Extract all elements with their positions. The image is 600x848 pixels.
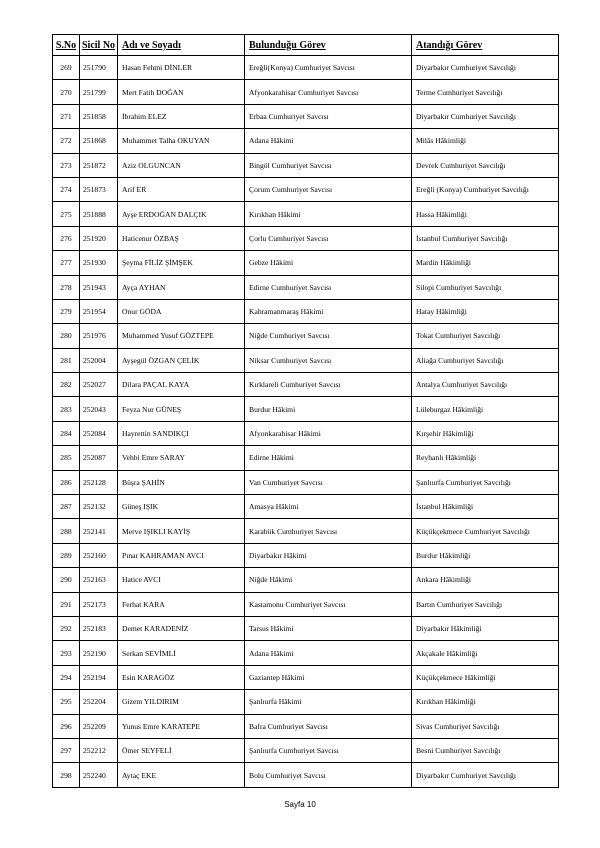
cell-assigned-position: Besni Cumhuriyet Savcılığı bbox=[412, 738, 559, 762]
cell-sno: 286 bbox=[53, 470, 80, 494]
cell-sicil-no: 252141 bbox=[80, 519, 118, 543]
table-row bbox=[53, 470, 559, 494]
table-row bbox=[53, 568, 559, 592]
cell-name: Gizem YILDIRIM bbox=[118, 690, 245, 714]
table-row bbox=[53, 275, 559, 299]
cell-sicil-no: 252043 bbox=[80, 397, 118, 421]
cell-assigned-position: İstanbul Cumhuriyet Savcılığı bbox=[412, 226, 559, 250]
cell-assigned-position: Hassa Hâkimliği bbox=[412, 202, 559, 226]
cell-sno: 284 bbox=[53, 421, 80, 445]
cell-sicil-no: 252128 bbox=[80, 470, 118, 494]
cell-current-position: Adana Hâkimi bbox=[245, 129, 412, 153]
table-row bbox=[53, 592, 559, 616]
table-row bbox=[53, 519, 559, 543]
header-assigned-position: Atandığı Görev bbox=[412, 35, 559, 56]
cell-sicil-no: 252160 bbox=[80, 543, 118, 567]
cell-sno: 274 bbox=[53, 177, 80, 201]
cell-sno: 296 bbox=[53, 714, 80, 738]
cell-sicil-no: 252183 bbox=[80, 616, 118, 640]
cell-current-position: Gebze Hâkimi bbox=[245, 251, 412, 275]
cell-assigned-position: Milâs Hâkimliği bbox=[412, 129, 559, 153]
cell-sno: 292 bbox=[53, 616, 80, 640]
cell-name: Ferhat KARA bbox=[118, 592, 245, 616]
table-row bbox=[53, 56, 559, 80]
cell-assigned-position: Ankara Hâkimliği bbox=[412, 568, 559, 592]
cell-name: Ayşe ERDOĞAN DALÇIK bbox=[118, 202, 245, 226]
table-row bbox=[53, 738, 559, 762]
cell-name: Şeyma FİLİZ ŞİMŞEK bbox=[118, 251, 245, 275]
header-name: Adı ve Soyadı bbox=[118, 35, 245, 56]
cell-sno: 276 bbox=[53, 226, 80, 250]
cell-current-position: Tarsus Hâkimi bbox=[245, 616, 412, 640]
table-row bbox=[53, 690, 559, 714]
cell-name: Büşra ŞAHİN bbox=[118, 470, 245, 494]
cell-name: Aytaç EKE bbox=[118, 763, 245, 787]
table-row bbox=[53, 665, 559, 689]
cell-sicil-no: 251868 bbox=[80, 129, 118, 153]
cell-current-position: Bingöl Cumhuriyet Savcısı bbox=[245, 153, 412, 177]
table-row bbox=[53, 543, 559, 567]
cell-current-position: Bolu Cumhuriyet Savcısı bbox=[245, 763, 412, 787]
table-row bbox=[53, 421, 559, 445]
cell-name: Serkan SEVİMLİ bbox=[118, 641, 245, 665]
cell-assigned-position: İstanbul Hâkimliği bbox=[412, 495, 559, 519]
cell-sno: 298 bbox=[53, 763, 80, 787]
cell-sno: 288 bbox=[53, 519, 80, 543]
cell-sicil-no: 251858 bbox=[80, 104, 118, 128]
cell-current-position: Karabük Cumhuriyet Savcısı bbox=[245, 519, 412, 543]
cell-assigned-position: Küçükçekmece Hâkimliği bbox=[412, 665, 559, 689]
cell-sicil-no: 252027 bbox=[80, 373, 118, 397]
cell-assigned-position: Kırıkhan Hâkimliği bbox=[412, 690, 559, 714]
table-row bbox=[53, 80, 559, 104]
table-row bbox=[53, 446, 559, 470]
cell-sno: 295 bbox=[53, 690, 80, 714]
cell-name: Hatice AVCI bbox=[118, 568, 245, 592]
table-row bbox=[53, 299, 559, 323]
cell-sicil-no: 251790 bbox=[80, 56, 118, 80]
cell-name: Esin KARAGÖZ bbox=[118, 665, 245, 689]
cell-sicil-no: 252190 bbox=[80, 641, 118, 665]
cell-current-position: Erbaa Cumhuriyet Savcısı bbox=[245, 104, 412, 128]
cell-current-position: Niksar Cumhuriyet Savcısı bbox=[245, 348, 412, 372]
cell-sicil-no: 252212 bbox=[80, 738, 118, 762]
cell-assigned-position: Tokat Cumhuriyet Savcılığı bbox=[412, 324, 559, 348]
cell-current-position: Çorum Cumhuriyet Savcısı bbox=[245, 177, 412, 201]
cell-assigned-position: Bartın Cumhuriyet Savcılığı bbox=[412, 592, 559, 616]
cell-assigned-position: Küçükçekmece Cumhuriyet Savcılığı bbox=[412, 519, 559, 543]
cell-name: Vehbi Emre SARAY bbox=[118, 446, 245, 470]
cell-assigned-position: Sivas Cumhuriyet Savcılığı bbox=[412, 714, 559, 738]
cell-sicil-no: 251799 bbox=[80, 80, 118, 104]
cell-sicil-no: 252163 bbox=[80, 568, 118, 592]
cell-name: Haticenur ÖZBAŞ bbox=[118, 226, 245, 250]
cell-name: Mert Fatih DOĞAN bbox=[118, 80, 245, 104]
cell-sno: 291 bbox=[53, 592, 80, 616]
cell-current-position: Şanlıurfa Hâkimi bbox=[245, 690, 412, 714]
cell-current-position: Adana Hâkimi bbox=[245, 641, 412, 665]
cell-name: Yunus Emre KARATEPE bbox=[118, 714, 245, 738]
cell-assigned-position: Antalya Cumhuriyet Savcılığı bbox=[412, 373, 559, 397]
cell-name: Hayrettin SANDIKÇI bbox=[118, 421, 245, 445]
appointment-table bbox=[52, 34, 559, 788]
table-row bbox=[53, 177, 559, 201]
table-body bbox=[53, 56, 559, 788]
cell-sicil-no: 251888 bbox=[80, 202, 118, 226]
cell-current-position: Çorlu Cumhuriyet Savcısı bbox=[245, 226, 412, 250]
cell-name: Muhammed Yusuf GÖZTEPE bbox=[118, 324, 245, 348]
cell-sno: 278 bbox=[53, 275, 80, 299]
table-row bbox=[53, 348, 559, 372]
header-row bbox=[53, 35, 559, 56]
cell-sno: 270 bbox=[53, 80, 80, 104]
cell-name: Güneş IŞIK bbox=[118, 495, 245, 519]
cell-current-position: Afyonkarahisar Cumhuriyet Savcısı bbox=[245, 80, 412, 104]
cell-sicil-no: 252173 bbox=[80, 592, 118, 616]
cell-current-position: Edirne Cumhuriyet Savcısı bbox=[245, 275, 412, 299]
cell-sno: 282 bbox=[53, 373, 80, 397]
cell-current-position: Kastamonu Cumhuriyet Savcısı bbox=[245, 592, 412, 616]
cell-sno: 294 bbox=[53, 665, 80, 689]
table-header bbox=[53, 35, 559, 56]
cell-sno: 271 bbox=[53, 104, 80, 128]
cell-assigned-position: Burdur Hâkimliği bbox=[412, 543, 559, 567]
cell-sicil-no: 251976 bbox=[80, 324, 118, 348]
header-sicil-no: Sicil No bbox=[80, 35, 118, 56]
cell-sicil-no: 252209 bbox=[80, 714, 118, 738]
cell-sicil-no: 251920 bbox=[80, 226, 118, 250]
table-row bbox=[53, 202, 559, 226]
cell-assigned-position: Hatay Hâkimliği bbox=[412, 299, 559, 323]
cell-sno: 275 bbox=[53, 202, 80, 226]
cell-assigned-position: Reyhanlı Hâkimliği bbox=[412, 446, 559, 470]
cell-sno: 287 bbox=[53, 495, 80, 519]
cell-current-position: Burdur Hâkimi bbox=[245, 397, 412, 421]
table-row bbox=[53, 641, 559, 665]
table-row bbox=[53, 616, 559, 640]
cell-sno: 285 bbox=[53, 446, 80, 470]
cell-name: Dilara PAÇAL KAYA bbox=[118, 373, 245, 397]
table-row bbox=[53, 397, 559, 421]
cell-name: Merve IŞIKLI KAYİŞ bbox=[118, 519, 245, 543]
cell-sicil-no: 252194 bbox=[80, 665, 118, 689]
table-row bbox=[53, 129, 559, 153]
cell-sicil-no: 251930 bbox=[80, 251, 118, 275]
cell-current-position: Diyarbakır Hâkimi bbox=[245, 543, 412, 567]
cell-assigned-position: Kırşehir Hâkimliği bbox=[412, 421, 559, 445]
cell-sicil-no: 252004 bbox=[80, 348, 118, 372]
cell-sno: 277 bbox=[53, 251, 80, 275]
cell-current-position: Bafra Cumhuriyet Savcısı bbox=[245, 714, 412, 738]
cell-current-position: Gaziantep Hâkimi bbox=[245, 665, 412, 689]
cell-sno: 297 bbox=[53, 738, 80, 762]
cell-name: Demet KARADENİZ bbox=[118, 616, 245, 640]
cell-sicil-no: 251954 bbox=[80, 299, 118, 323]
cell-sno: 269 bbox=[53, 56, 80, 80]
table-row bbox=[53, 153, 559, 177]
cell-sno: 280 bbox=[53, 324, 80, 348]
table-row bbox=[53, 324, 559, 348]
cell-assigned-position: Diyarbakır Cumhuriyet Savcılığı bbox=[412, 763, 559, 787]
cell-assigned-position: Akçakale Hâkimliği bbox=[412, 641, 559, 665]
table-row bbox=[53, 763, 559, 787]
cell-sicil-no: 251872 bbox=[80, 153, 118, 177]
cell-sno: 290 bbox=[53, 568, 80, 592]
cell-current-position: Kahramanmaraş Hâkimi bbox=[245, 299, 412, 323]
cell-assigned-position: Aliağa Cumhuriyet Savcılığı bbox=[412, 348, 559, 372]
cell-name: Ayça AYHAN bbox=[118, 275, 245, 299]
table-row bbox=[53, 373, 559, 397]
table-row bbox=[53, 714, 559, 738]
header-sno: S.No bbox=[53, 35, 80, 56]
cell-current-position: Ereğli(Konya) Cumhuriyet Savcısı bbox=[245, 56, 412, 80]
cell-name: İbrahim ELEZ bbox=[118, 104, 245, 128]
cell-current-position: Edirne Hâkimi bbox=[245, 446, 412, 470]
cell-assigned-position: Ereğli (Konya) Cumhuriyet Savcılığı bbox=[412, 177, 559, 201]
cell-sicil-no: 252084 bbox=[80, 421, 118, 445]
cell-sno: 293 bbox=[53, 641, 80, 665]
cell-name: Muhammet Talha OKUYAN bbox=[118, 129, 245, 153]
cell-name: Onur GÖDA bbox=[118, 299, 245, 323]
cell-assigned-position: Lüleburgaz Hâkimliği bbox=[412, 397, 559, 421]
cell-sicil-no: 252132 bbox=[80, 495, 118, 519]
cell-name: Ömer SEYFELİ bbox=[118, 738, 245, 762]
cell-assigned-position: Şanlıurfa Cumhuriyet Savcılığı bbox=[412, 470, 559, 494]
cell-sicil-no: 252087 bbox=[80, 446, 118, 470]
cell-assigned-position: Silopi Cumhuriyet Savcılığı bbox=[412, 275, 559, 299]
cell-sno: 283 bbox=[53, 397, 80, 421]
cell-sicil-no: 252240 bbox=[80, 763, 118, 787]
cell-current-position: Kırklareli Cumhuriyet Savcısı bbox=[245, 373, 412, 397]
cell-sno: 279 bbox=[53, 299, 80, 323]
cell-sicil-no: 251873 bbox=[80, 177, 118, 201]
cell-name: Ayşegül ÖZGAN ÇELİK bbox=[118, 348, 245, 372]
cell-assigned-position: Mardin Hâkimliği bbox=[412, 251, 559, 275]
cell-current-position: Van Cumhuriyet Savcısı bbox=[245, 470, 412, 494]
cell-assigned-position: Terme Cumhuriyet Savcılığı bbox=[412, 80, 559, 104]
cell-name: Arif ER bbox=[118, 177, 245, 201]
table-row bbox=[53, 226, 559, 250]
cell-assigned-position: Diyarbakır Hâkimliği bbox=[412, 616, 559, 640]
cell-sicil-no: 252204 bbox=[80, 690, 118, 714]
cell-name: Hasan Fehmi DİNLER bbox=[118, 56, 245, 80]
cell-sicil-no: 251943 bbox=[80, 275, 118, 299]
cell-sno: 289 bbox=[53, 543, 80, 567]
table-row bbox=[53, 104, 559, 128]
cell-current-position: Şanlıurfa Cumhuriyet Savcısı bbox=[245, 738, 412, 762]
table-row bbox=[53, 251, 559, 275]
cell-sno: 272 bbox=[53, 129, 80, 153]
cell-current-position: Kırıkhan Hâkimi bbox=[245, 202, 412, 226]
cell-current-position: Niğde Cumhuriyet Savcısı bbox=[245, 324, 412, 348]
cell-name: Pınar KAHRAMAN AVCI bbox=[118, 543, 245, 567]
cell-current-position: Amasya Hâkimi bbox=[245, 495, 412, 519]
cell-sno: 281 bbox=[53, 348, 80, 372]
cell-current-position: Afyonkarahisar Hâkimi bbox=[245, 421, 412, 445]
page-number: Sayfa 10 bbox=[284, 800, 316, 809]
cell-assigned-position: Devrek Cumhuriyet Savcılığı bbox=[412, 153, 559, 177]
cell-assigned-position: Diyarbakır Cumhuriyet Savcılığı bbox=[412, 56, 559, 80]
header-current-position: Bulunduğu Görev bbox=[245, 35, 412, 56]
cell-current-position: Niğde Hâkimi bbox=[245, 568, 412, 592]
table-row bbox=[53, 495, 559, 519]
cell-assigned-position: Diyarbakır Cumhuriyet Savcılığı bbox=[412, 104, 559, 128]
cell-name: Aziz OLGUNCAN bbox=[118, 153, 245, 177]
cell-name: Feyza Nur GÜNEŞ bbox=[118, 397, 245, 421]
cell-sno: 273 bbox=[53, 153, 80, 177]
